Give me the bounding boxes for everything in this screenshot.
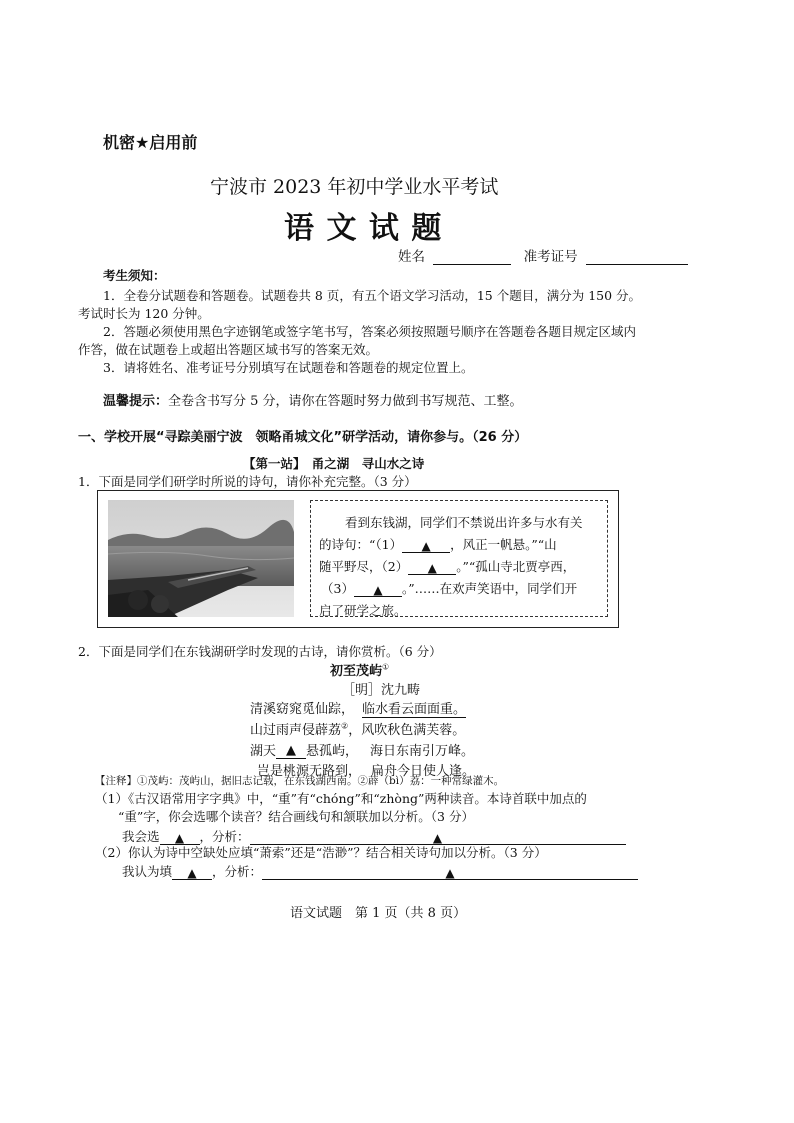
- name-label: 姓名: [398, 249, 425, 265]
- poem-line-2a: 山过雨声侵薜荔: [250, 723, 342, 738]
- poem-line-4a: 岂是桃源无路到，: [257, 764, 362, 779]
- q1-stem: 1．下面是同学们研学时所说的诗句，请你补充完整。（3 分）: [78, 474, 417, 489]
- q1-blank-3[interactable]: [354, 582, 402, 597]
- poem-line-2-note: ②: [341, 721, 349, 731]
- station-1-title: 【第一站】 甬之湖 寻山水之诗: [243, 456, 425, 471]
- notice-item-2a: 2．答题必须使用黑色字迹钢笔或签字笔书写，答案必须按照题号顺序在答题卷各题目规定区域内: [103, 324, 636, 339]
- q2-sub2-choose-label: 我认为填: [122, 864, 173, 879]
- q2-sub1-line-2: “重”字，你会选哪个读音？结合画线句和颔联加以分析。（3 分）: [118, 809, 474, 824]
- id-field[interactable]: [586, 250, 688, 265]
- q2-sub1-line-1: （1）《古汉语常用字字典》中，“重”有“chóng”和“zhòng”两种读音。本诗首联中加点的: [95, 791, 587, 806]
- notice-item-2b: 作答，做在试题卷上或超出答题区域书写的答案无效。: [78, 342, 379, 357]
- name-field[interactable]: [433, 250, 511, 265]
- blank-mark-icon: ▲: [432, 831, 443, 845]
- poem-blank[interactable]: [276, 743, 306, 759]
- q1-box-line-2b: ，风正一帆悬。”“山: [450, 537, 557, 552]
- poem-line-3c: 海日东南引万峰。: [370, 744, 475, 759]
- tip-label: 温馨提示：: [103, 394, 169, 409]
- q2-sub1-analysis-label: ，分析：: [199, 829, 250, 844]
- poem-line-3a: 湖天: [250, 744, 277, 759]
- notice-item-3: 3．请将姓名、准考证号分别填写在试题卷和答题卷的规定位置上。: [103, 360, 474, 375]
- q2-sub2-answer: [122, 862, 638, 880]
- blank-mark-icon: ▲: [187, 866, 197, 880]
- q1-blank-1[interactable]: [402, 538, 450, 553]
- lake-photo-image: [108, 500, 294, 617]
- q1-box: [97, 490, 619, 628]
- confidential-mark: 机密★启用前: [103, 133, 198, 152]
- q2-sub2-analysis-field[interactable]: [262, 865, 638, 880]
- q1-box-line-4: [321, 579, 577, 597]
- poem-line-1a: 清溪窈窕觅仙踪，: [250, 702, 355, 717]
- q1-text-box: [310, 500, 608, 617]
- notice-item-1a: 1．全卷分试题卷和答题卷。试题卷共 8 页，有五个语文学习活动，15 个题目，满分为 150 分。: [103, 288, 642, 303]
- blank-mark-icon: ▲: [427, 561, 437, 575]
- subject-title: 语 文 试 题: [284, 211, 443, 246]
- poem-annotation: 【注释】①茂屿：茂屿山，据旧志记载，在东钱湖西南。②薜（bì）荔：一种常绿灌木。: [95, 775, 505, 787]
- q1-box-line-4a: （3）: [321, 581, 354, 596]
- page-footer: 语文试题 第 1 页（共 8 页）: [290, 906, 467, 921]
- poem-line-4b: 扁舟今日使人逢。: [371, 764, 476, 779]
- poem-line-2: [250, 719, 465, 738]
- section-1-title: 一、学校开展“寻踪美丽宁波 领略甬城文化”研学活动，请你参与。（26 分）: [78, 430, 528, 445]
- q2-sub1-choose-label: 我会选: [122, 829, 160, 844]
- poem-title-text: 初至茂屿: [330, 664, 383, 679]
- q1-box-line-3b: 。”“孤山寺北贾亭西，: [456, 559, 576, 574]
- q2-sub2-analysis-label: ，分析：: [212, 864, 263, 879]
- q1-box-line-1: 看到东钱湖，同学们不禁说出许多与水有关: [345, 515, 583, 530]
- q2-sub2-line-1: （2）你认为诗中空缺处应填“萧索”还是“浩渺”？结合相关诗句加以分析。（3 分）: [95, 845, 547, 860]
- q1-box-line-5: 启了研学之旅。: [319, 603, 407, 618]
- q1-box-line-3a: 随平野尽，（2）: [319, 559, 409, 574]
- tip-text: 全卷含书写分 5 分，请你在答题时努力做到书写规范、工整。: [168, 394, 523, 409]
- q1-box-line-2: [319, 535, 557, 553]
- poem-line-1b-underlined: 临水看云面面重。: [362, 702, 467, 717]
- q2-stem: 2．下面是同学们在东钱湖研学时发现的古诗，请你赏析。（6 分）: [78, 644, 442, 659]
- lake-photo: [108, 500, 294, 617]
- poem-line-2b: ，风吹秋色满芙蓉。: [348, 723, 466, 738]
- q1-box-line-4b: 。”……在欢声笑语中，同学们开: [401, 581, 578, 596]
- exam-title: 宁波市 2023 年初中学业水平考试: [210, 176, 499, 198]
- q2-sub2-choice-field[interactable]: [172, 865, 212, 880]
- poem-line-1: [250, 698, 466, 717]
- candidate-info: [398, 245, 688, 265]
- poem-author: ［明］沈九畴: [342, 683, 421, 698]
- q1-blank-2[interactable]: [408, 560, 456, 575]
- tip: [103, 390, 523, 409]
- blank-mark-icon: ▲: [445, 866, 455, 880]
- blank-mark-icon: ▲: [373, 583, 383, 597]
- poem-title: [330, 660, 389, 679]
- blank-mark-icon: ▲: [174, 831, 185, 845]
- blank-mark-icon: ▲: [286, 743, 297, 758]
- blank-mark-icon: ▲: [421, 539, 431, 553]
- id-label: 准考证号: [523, 249, 578, 265]
- q1-box-line-3: [319, 557, 575, 575]
- poem-line-3: [250, 740, 474, 759]
- notice-item-1b: 考试时长为 120 分钟。: [78, 306, 210, 321]
- poem-line-3b: 悬孤屿，: [306, 744, 359, 759]
- q1-box-line-2a: 的诗句：“（1）: [319, 537, 403, 552]
- notice-heading: 考生须知：: [103, 268, 166, 283]
- poem-title-note: ①: [382, 662, 390, 672]
